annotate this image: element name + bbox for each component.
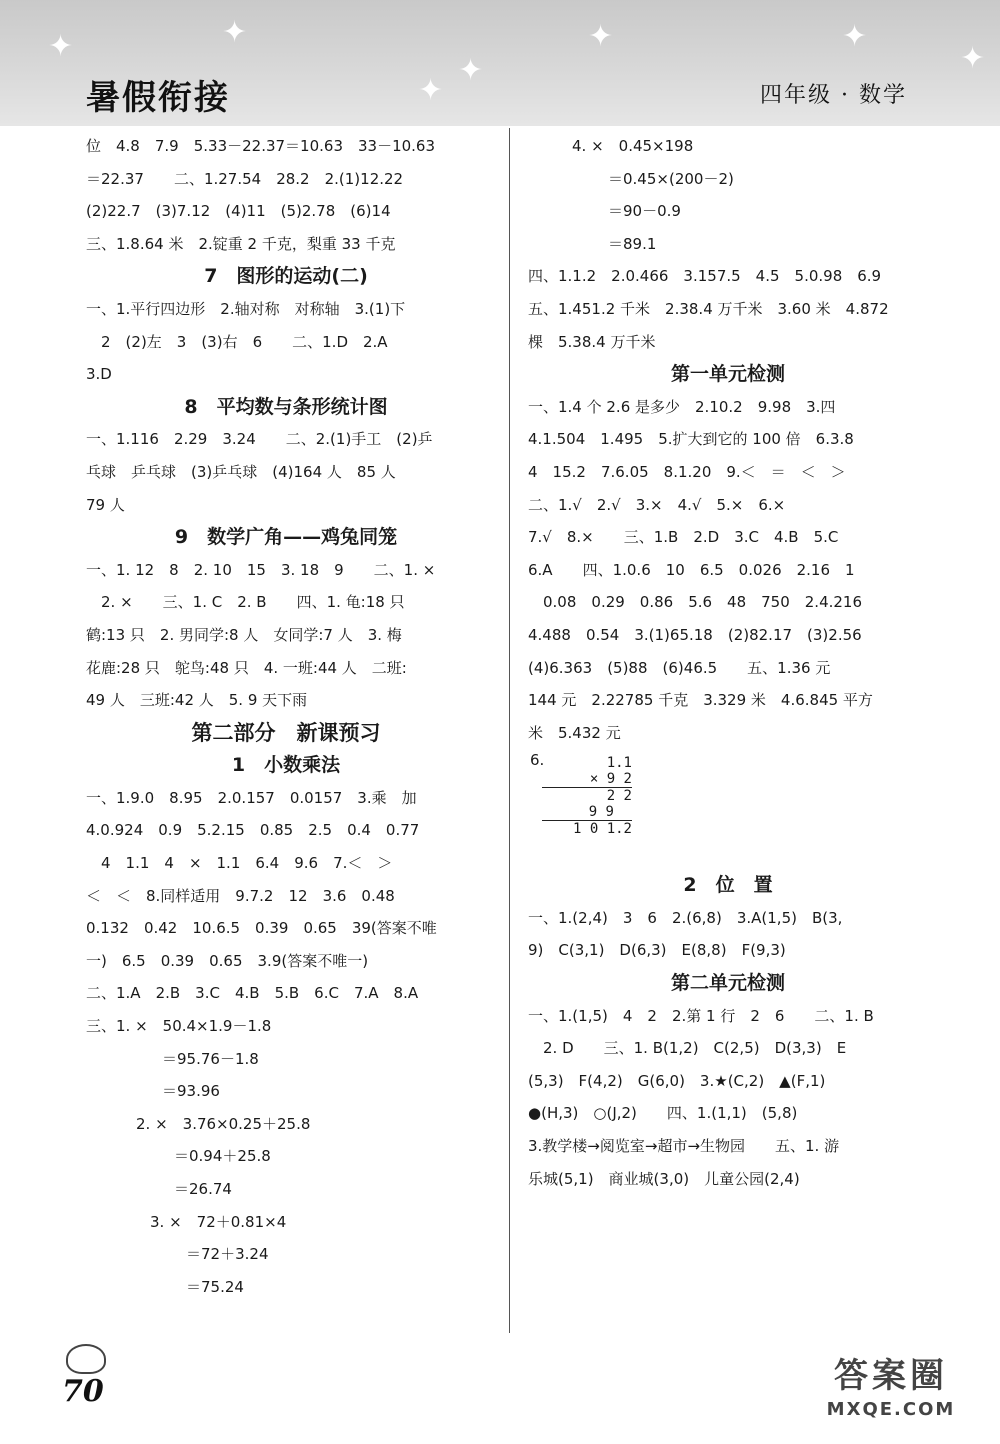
right-column bbox=[528, 130, 928, 1195]
vertical-calculation bbox=[528, 749, 928, 869]
answer-line: 一、1.(2,4) 3 6 2.(6,8) 3.A(1,5) B(3, bbox=[528, 908, 843, 927]
answer-line: 79 人 bbox=[86, 495, 125, 514]
answer-line: 乓球 乒乓球 (3)乒乓球 (4)164 人 85 人 bbox=[86, 462, 396, 481]
answer-line: 四、1.1.2 2.0.466 3.157.5 4.5 5.0.98 6.9 bbox=[528, 267, 882, 286]
answer-line: 0.132 0.42 10.6.5 0.39 0.65 39(答案不唯 bbox=[86, 919, 437, 938]
answer-line: 3.D bbox=[86, 365, 112, 384]
section-heading: 第一单元检测 bbox=[670, 363, 785, 386]
answer-line: 乐城(5,1) 商业城(3,0) 儿童公园(2,4) bbox=[528, 1169, 800, 1188]
sparkle-icon: ✦ bbox=[48, 29, 74, 64]
sparkle-icon: ✦ bbox=[222, 15, 248, 50]
answer-line: ＝22.37 二、1.27.54 28.2 2.(1)12.22 bbox=[86, 169, 404, 188]
calc-step: ＝72＋3.24 bbox=[186, 1245, 269, 1264]
answer-line: 4 1.1 4 × 1.1 6.4 9.6 7.＜ ＞ bbox=[86, 854, 393, 873]
answer-line: 花鹿:28 只 鸵鸟:48 只 4. 一班:44 人 二班: bbox=[86, 658, 407, 677]
sparkle-icon: ✦ bbox=[588, 19, 614, 54]
vertical-calc-body bbox=[542, 755, 632, 837]
left-column bbox=[86, 130, 486, 1303]
section-heading: 9 数学广角——鸡兔同笼 bbox=[174, 526, 398, 549]
calc-step: ＝95.76－1.8 bbox=[162, 1049, 259, 1068]
site-watermark bbox=[796, 1354, 986, 1434]
answer-line: (4)6.363 (5)88 (6)46.5 五、1.36 元 bbox=[528, 658, 831, 677]
section-heading: 2 位 置 bbox=[683, 874, 773, 897]
answer-line: 棵 5.38.4 万千米 bbox=[528, 332, 656, 351]
answer-line: 4 15.2 7.6.05 8.1.20 9.＜ ＝ ＜ ＞ bbox=[528, 462, 846, 481]
answer-line: 2 (2)左 3 (3)右 6 二、1.D 2.A bbox=[86, 332, 388, 351]
answer-line: 三、1. × 50.4×1.9－1.8 bbox=[86, 1017, 272, 1036]
answer-line: 一、1.4 个 2.6 是多少 2.10.2 9.98 3.四 bbox=[528, 397, 836, 416]
answer-line: ＜ ＜ 8.同样适用 9.7.2 12 3.6 0.48 bbox=[86, 886, 395, 905]
answer-line: 6.A 四、1.0.6 10 6.5 0.026 2.16 1 bbox=[528, 560, 855, 579]
column-divider bbox=[509, 128, 510, 1333]
answer-line: (2)22.7 (3)7.12 (4)11 (5)2.78 (6)14 bbox=[86, 202, 391, 221]
answer-line: 三、1.8.64 米 2.锭重 2 千克，梨重 33 千克 bbox=[86, 234, 396, 253]
answer-line: 9) C(3,1) D(6,3) E(8,8) F(9,3) bbox=[528, 941, 786, 960]
answer-line: (5,3) F(4,2) G(6,0) 3.★(C,2) ▲(F,1) bbox=[528, 1071, 826, 1090]
answer-line: 4.1.504 1.495 5.扩大到它的 100 倍 6.3.8 bbox=[528, 430, 854, 449]
calc-row: 2 2 bbox=[589, 788, 632, 805]
calc-row: 9 9 bbox=[542, 804, 632, 821]
section-heading: 7 图形的运动(二) bbox=[204, 265, 368, 288]
calc-step: ＝0.94＋25.8 bbox=[174, 1147, 271, 1166]
answer-line: 一、1.116 2.29 3.24 二、2.(1)手工 (2)乒 bbox=[86, 430, 433, 449]
answer-line: 144 元 2.22785 千克 3.329 米 4.6.845 平方 bbox=[528, 691, 873, 710]
calc-step: ＝90－0.9 bbox=[608, 202, 681, 221]
answer-line: 3. × 72＋0.81×4 bbox=[150, 1212, 287, 1231]
calc-step: ＝0.45×(200－2) bbox=[608, 169, 734, 188]
answer-line: 一) 6.5 0.39 0.65 3.9(答案不唯一) bbox=[86, 951, 369, 970]
answer-line: 位 4.8 7.9 5.33－22.37＝10.63 33－10.63 bbox=[86, 137, 436, 155]
page-number: 70 bbox=[62, 1374, 104, 1409]
answer-line: 4. × 0.45×198 bbox=[572, 137, 694, 155]
book-title: 暑假衔接 bbox=[86, 78, 230, 118]
section-heading: 8 平均数与条形统计图 bbox=[184, 395, 388, 418]
watermark-logo-text: 答案圈 bbox=[834, 1356, 948, 1396]
calc-step: ＝89.1 bbox=[608, 234, 657, 253]
answer-line: 二、1.A 2.B 3.C 4.B 5.B 6.C 7.A 8.A bbox=[86, 984, 419, 1003]
section-heading: 1 小数乘法 bbox=[231, 754, 341, 777]
calc-row: 1.1 bbox=[589, 755, 632, 772]
answer-line: 2. × 三、1. C 2. B 四、1. 龟:18 只 bbox=[86, 593, 405, 612]
answer-line: 二、1.√ 2.√ 3.× 4.√ 5.× 6.× bbox=[528, 495, 786, 514]
calc-row: 1 0 1.2 bbox=[572, 821, 632, 838]
answer-line: 4.488 0.54 3.(1)65.18 (2)82.17 (3)2.56 bbox=[528, 625, 862, 644]
part-heading: 第二部分 新课预习 bbox=[191, 720, 381, 745]
answer-line: 米 5.432 元 bbox=[528, 723, 621, 742]
calc-step: ＝93.96 bbox=[162, 1082, 220, 1101]
calc-row: × 9 2 bbox=[542, 771, 632, 788]
answer-line: 一、1. 12 8 2. 10 15 3. 18 9 二、1. × bbox=[86, 560, 436, 579]
sparkle-icon: ✦ bbox=[842, 19, 868, 54]
answer-line: ●(H,3) ○(J,2) 四、1.(1,1) (5,8) bbox=[528, 1104, 798, 1123]
answer-line: 一、1.平行四边形 2.轴对称 对称轴 3.(1)下 bbox=[86, 299, 406, 318]
answer-line: 五、1.451.2 千米 2.38.4 万千米 3.60 米 4.872 bbox=[528, 299, 889, 318]
sparkle-icon: ✦ bbox=[418, 73, 444, 108]
answer-line: 7.√ 8.× 三、1.B 2.D 3.C 4.B 5.C bbox=[528, 528, 839, 547]
answer-line: 4.0.924 0.9 5.2.15 0.85 2.5 0.4 0.77 bbox=[86, 821, 420, 840]
answer-line: 49 人 三班:42 人 5. 9 天下雨 bbox=[86, 691, 308, 710]
sparkle-icon: ✦ bbox=[960, 41, 986, 76]
answer-line: 2. × 3.76×0.25＋25.8 bbox=[136, 1114, 311, 1133]
answer-line: 3.教学楼→阅览室→超市→生物园 五、1. 游 bbox=[528, 1137, 840, 1156]
question-label: 6. bbox=[530, 751, 545, 770]
mascot-icon bbox=[66, 1344, 106, 1374]
section-heading: 第二单元检测 bbox=[670, 972, 785, 995]
calc-step: ＝75.24 bbox=[186, 1277, 244, 1296]
answer-line: 0.08 0.29 0.86 5.6 48 750 2.4.216 bbox=[528, 593, 863, 612]
answer-line: 2. D 三、1. B(1,2) C(2,5) D(3,3) E bbox=[528, 1039, 847, 1058]
watermark-url: MXQE.COM bbox=[826, 1399, 956, 1420]
answer-line: 一、1.(1,5) 4 2 2.第 1 行 2 6 二、1. B bbox=[528, 1006, 874, 1025]
calc-step: ＝26.74 bbox=[174, 1180, 232, 1198]
answer-line: 一、1.9.0 8.95 2.0.157 0.0157 3.乘 加 bbox=[86, 788, 417, 807]
sparkle-icon: ✦ bbox=[458, 53, 484, 88]
answer-line: 鹤:13 只 2. 男同学:8 人 女同学:7 人 3. 梅 bbox=[86, 625, 402, 644]
header-banner bbox=[0, 0, 1000, 126]
grade-subject-label: 四年级 · 数学 bbox=[760, 83, 907, 108]
